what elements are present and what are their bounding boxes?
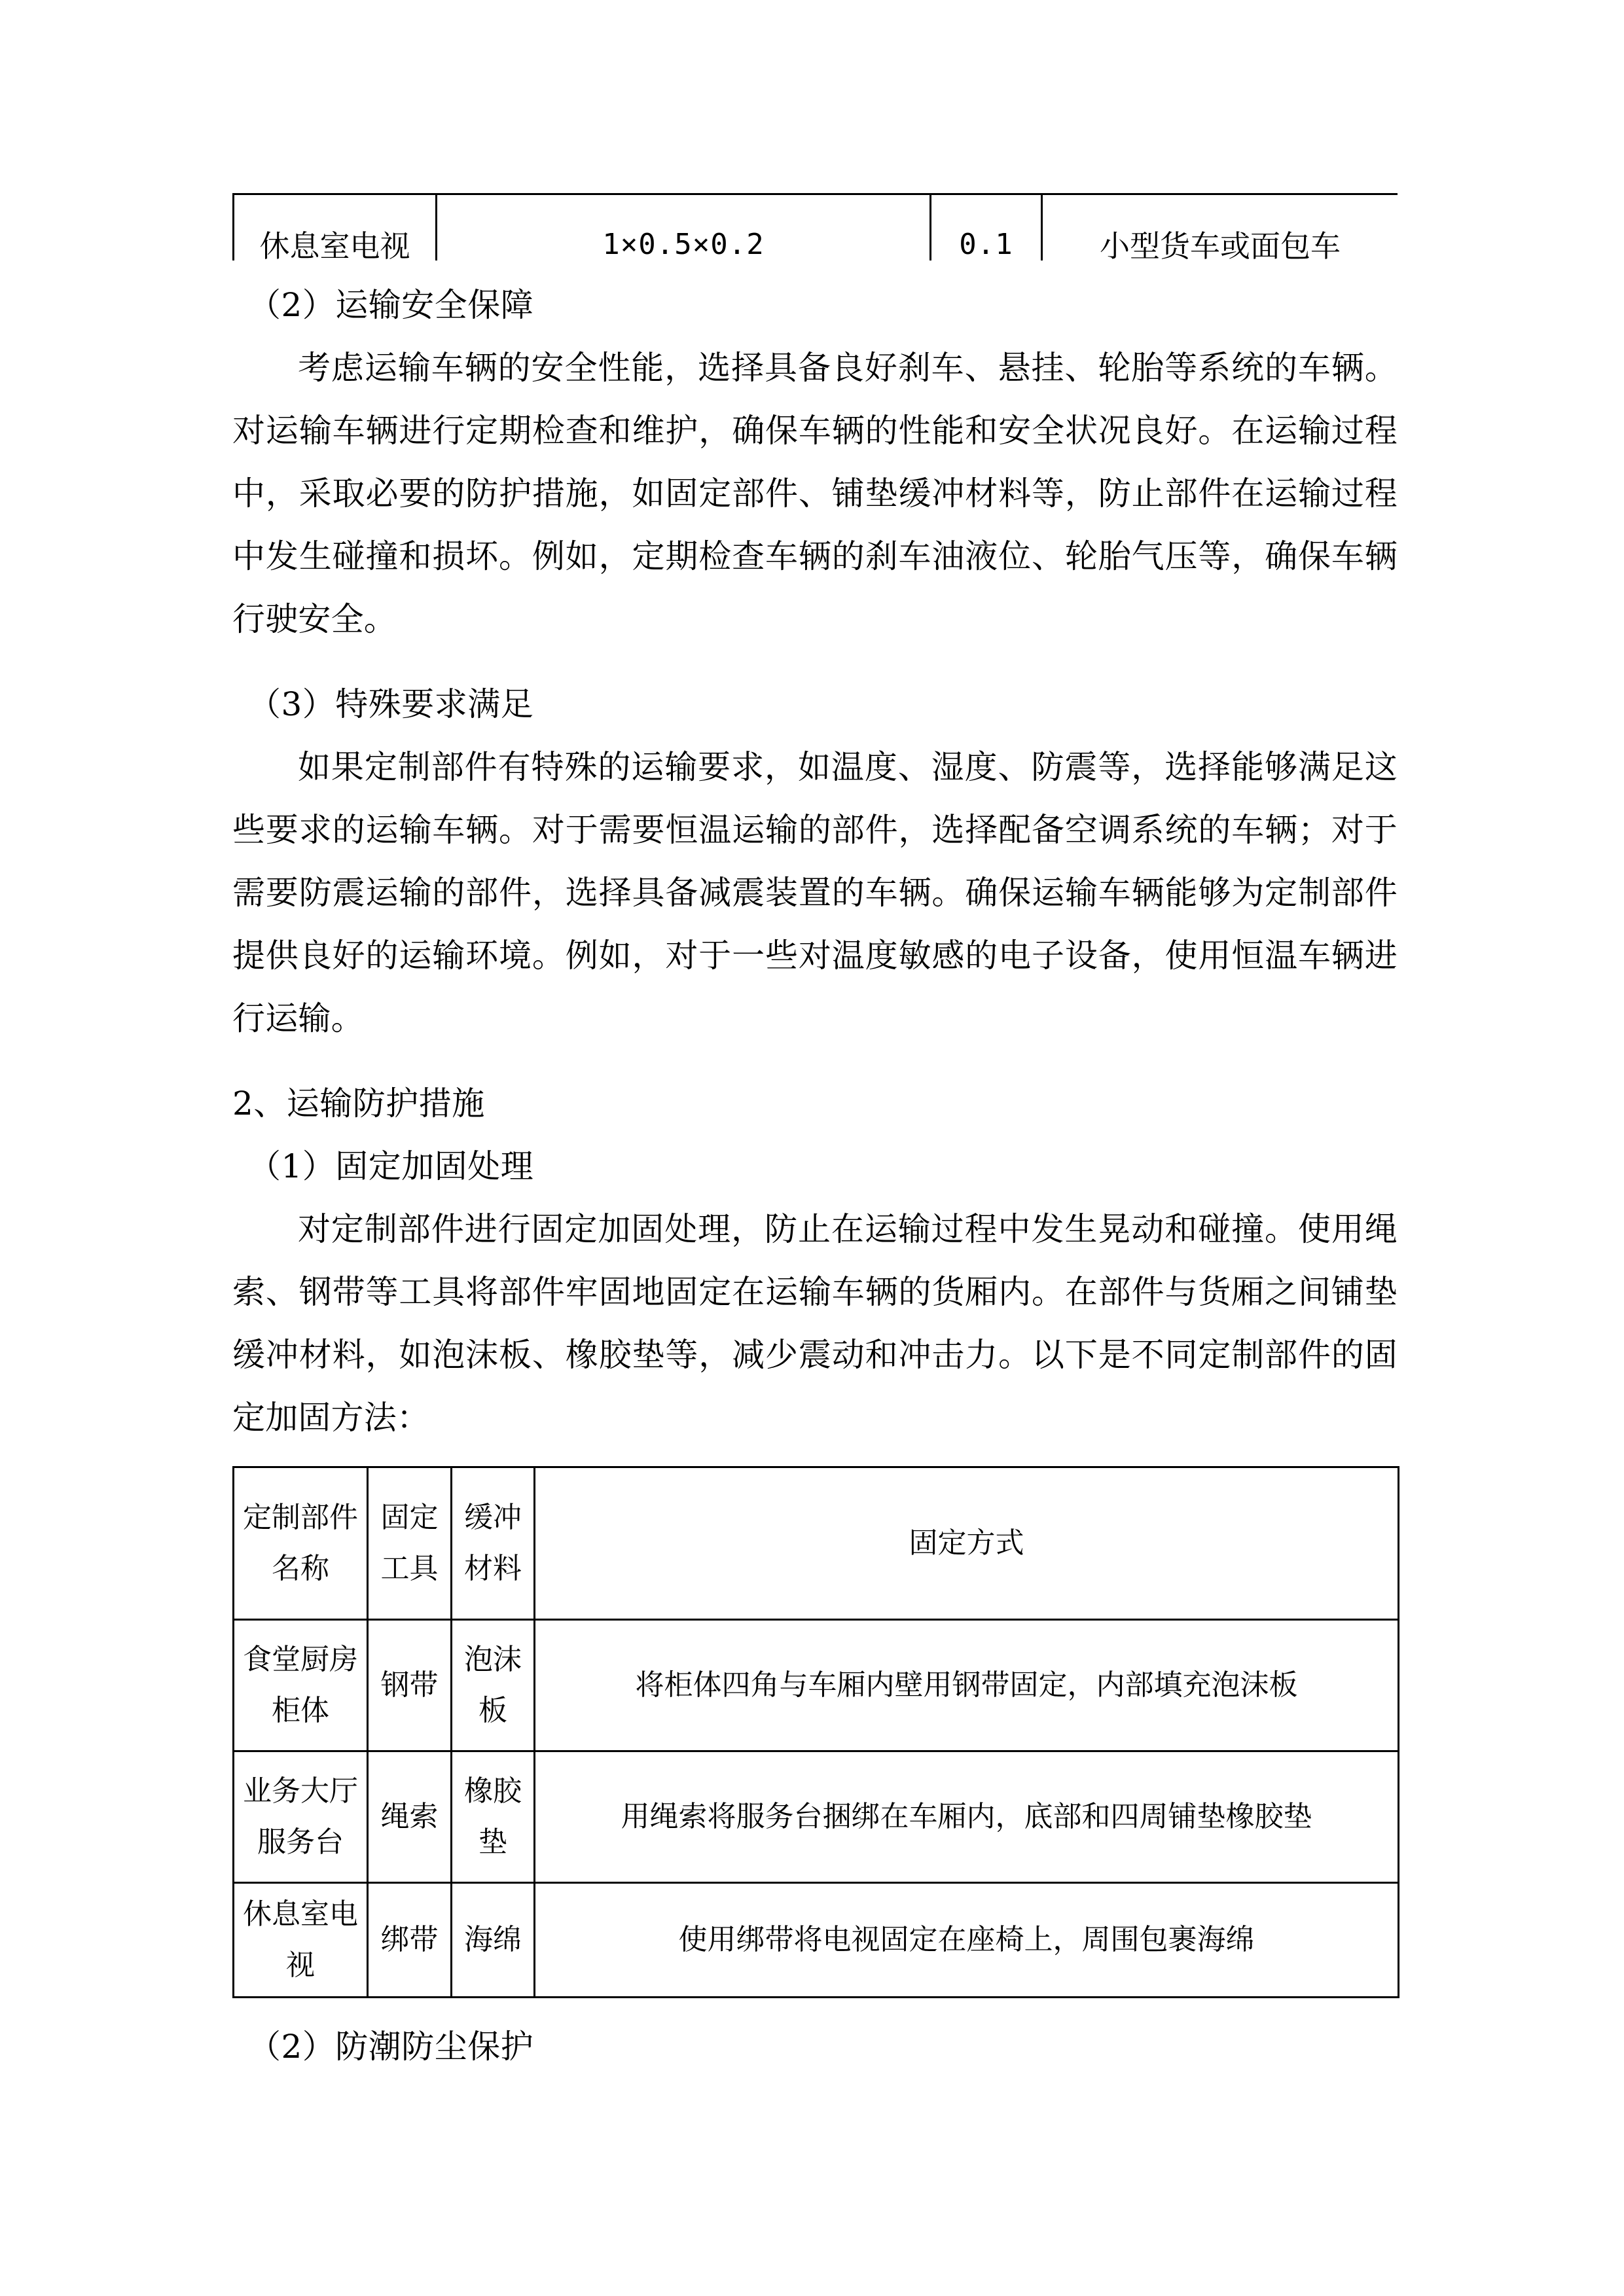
document-body <box>232 260 1398 2078</box>
cell-part-name: 食堂厨房柜体 <box>234 1620 368 1751</box>
cell-tool: 绳索 <box>368 1751 452 1883</box>
cell-method: 使用绑带将电视固定在座椅上，周围包裹海绵 <box>535 1883 1399 1998</box>
paragraph-fixing-reinforcement: 对定制部件进行固定加固处理，防止在运输过程中发生晃动和碰撞。使用绳索、钢带等工具将部件牢固地固定在运输车辆的货厢内。在部件与货厢之间铺垫缓冲材料，如泡沫板、橡胶垫等，减少震动和冲击力。以下是不同定制部件的固定加固方法： <box>232 1210 1398 1437</box>
cell-volume: 0.1 <box>931 194 1042 261</box>
cell-dimensions: 1×0.5×0.2 <box>437 194 931 261</box>
heading-transport-protection: 2、运输防护措施 <box>232 1085 485 1122</box>
paragraph-special-requirements: 如果定制部件有特殊的运输要求，如温度、湿度、防震等，选择能够满足这些要求的运输车辆。对于需要恒温运输的部件，选择配备空调系统的车辆；对于需要防震运输的部件，选择具备减震装置的车辆。确保运输车辆能够为定制部件提供良好的运输环境。例如，对于一些对温度敏感的电子设备，使用恒温车辆进行运输。 <box>232 748 1398 1037</box>
table-header-row <box>234 1467 1399 1620</box>
cell-part-name: 休息室电视 <box>234 1883 368 1998</box>
table-row <box>234 194 1398 261</box>
heading-fixing-reinforcement: （1）固定加固处理 <box>248 1147 534 1185</box>
cell-part-name: 休息室电视 <box>234 194 437 261</box>
cell-cushion: 海绵 <box>452 1883 535 1998</box>
heading-special-requirements: （3）特殊要求满足 <box>248 685 534 723</box>
transport-vehicle-table <box>232 193 1398 260</box>
table-row <box>234 1883 1399 1998</box>
paragraph-transport-safety: 考虑运输车辆的安全性能，选择具备良好刹车、悬挂、轮胎等系统的车辆。对运输车辆进行定期检查和维护，确保车辆的性能和安全状况良好。在运输过程中，采取必要的防护措施，如固定部件、铺垫缓冲材料等，防止部件在运输过程中发生碰撞和损坏。例如，定期检查车辆的刹车油液位、轮胎气压等，确保车辆行驶安全。 <box>232 349 1398 638</box>
cell-tool: 绑带 <box>368 1883 452 1998</box>
cell-tool: 钢带 <box>368 1620 452 1751</box>
cell-method: 用绳索将服务台捆绑在车厢内，底部和四周铺垫橡胶垫 <box>535 1751 1399 1883</box>
header-method: 固定方式 <box>535 1467 1399 1620</box>
cell-method: 将柜体四角与车厢内壁用钢带固定，内部填充泡沫板 <box>535 1620 1399 1751</box>
cell-vehicle-type: 小型货车或面包车 <box>1042 194 1398 261</box>
top-table-container <box>232 193 1398 260</box>
cell-part-name: 业务大厅服务台 <box>234 1751 368 1883</box>
header-cushion: 缓冲材料 <box>452 1467 535 1620</box>
header-tool: 固定工具 <box>368 1467 452 1620</box>
table-row <box>234 1751 1399 1883</box>
heading-moisture-dust-protection: （2）防潮防尘保护 <box>248 2028 534 2066</box>
heading-transport-safety: （2）运输安全保障 <box>248 286 534 324</box>
table-row <box>234 1620 1399 1751</box>
fixing-reinforcement-table <box>232 1466 1399 1998</box>
header-part-name: 定制部件名称 <box>234 1467 368 1620</box>
cell-cushion: 泡沫板 <box>452 1620 535 1751</box>
cell-cushion: 橡胶垫 <box>452 1751 535 1883</box>
